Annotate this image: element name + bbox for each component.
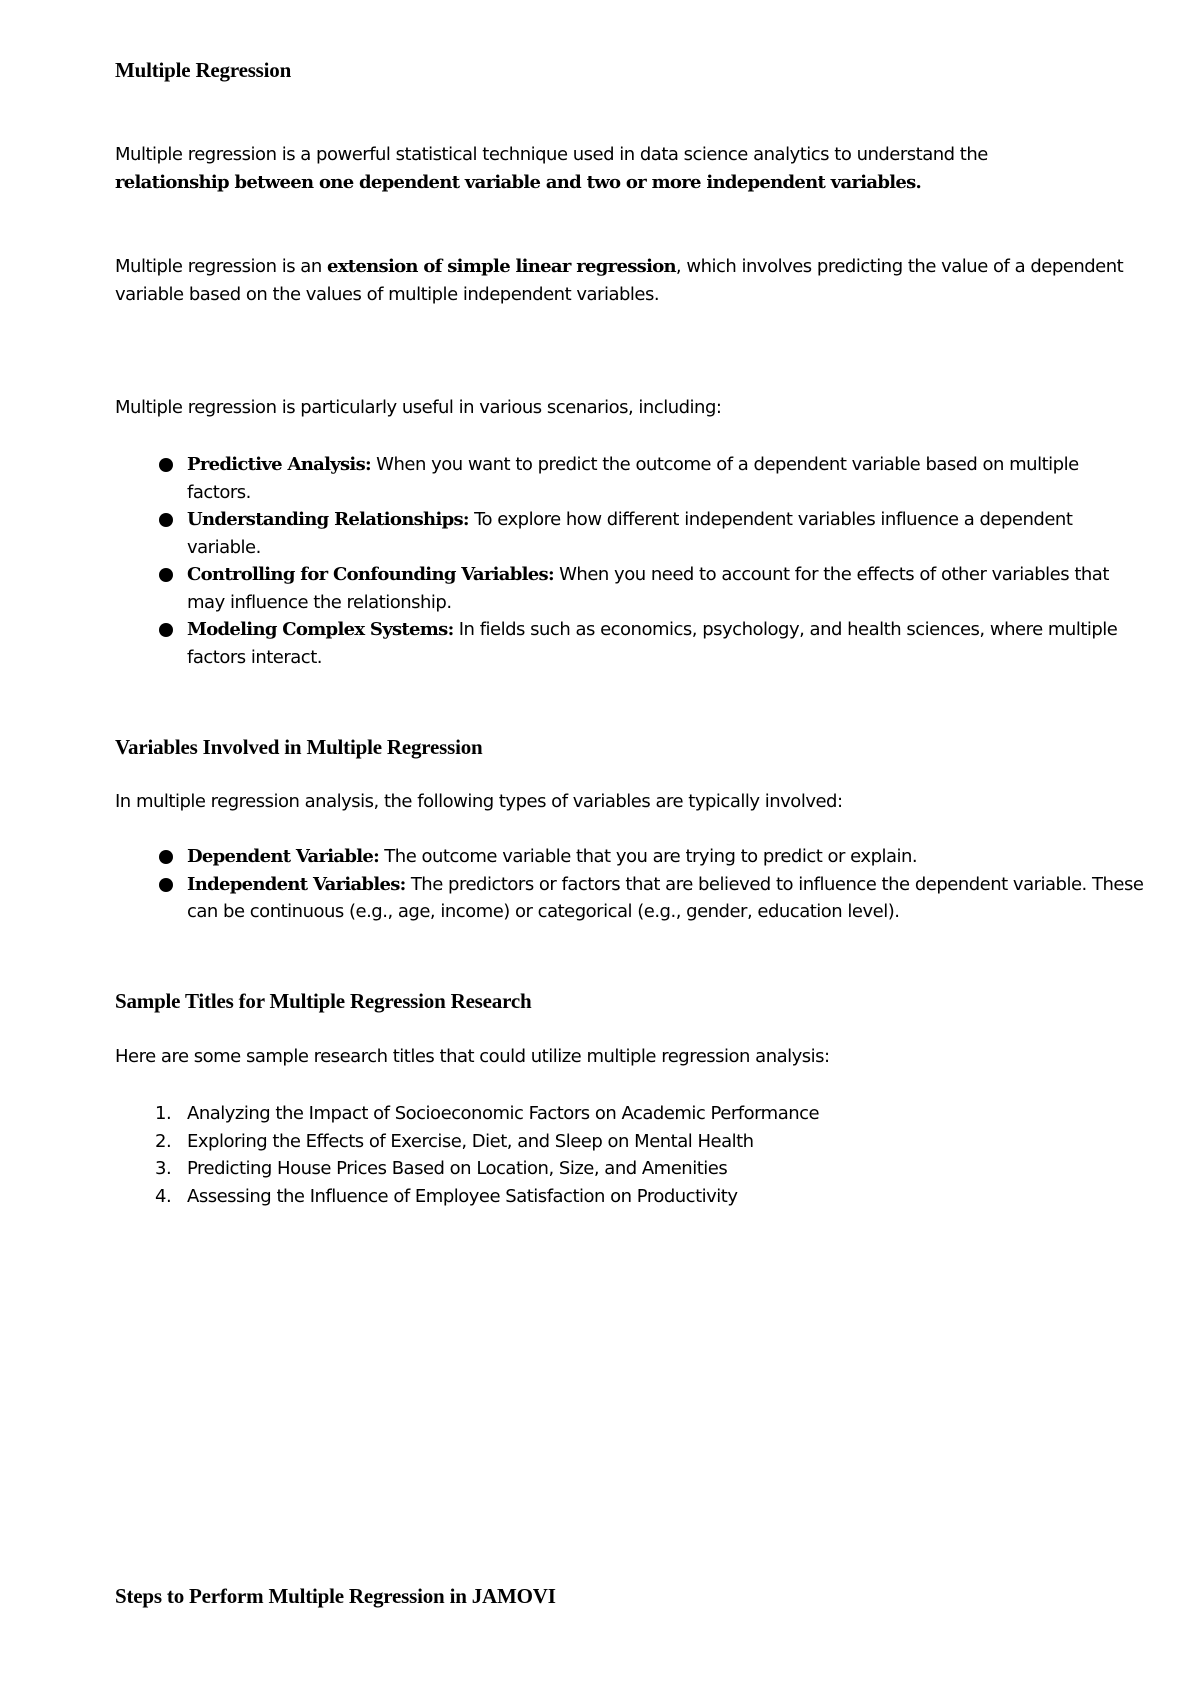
intro-paragraph-2-bold: extension of simple linear regression [326, 256, 676, 277]
titles-list [115, 1100, 1155, 1210]
list-item-desc: To explore how different independent variables influence a dependent variable. [187, 509, 1073, 558]
list-item [115, 451, 1125, 506]
bullet-icon [159, 850, 173, 864]
page-title: Multiple Regression [115, 58, 292, 82]
list-item-desc: The outcome variable that you are trying to predict or explain. [379, 846, 918, 867]
list-item [115, 871, 1155, 926]
list-item-desc: The predictors or factors that are believed to influence the dependent variable. These can be continuous (e.g., age, income) or categorical (e.g., gender, education level). [187, 873, 1144, 922]
list-item-term: Understanding Relationships: [187, 509, 469, 530]
list-item-text: Analyzing the Impact of Socioeconomic Factors on Academic Performance [187, 1103, 820, 1124]
list-item-number: 1. [155, 1103, 172, 1124]
list-item-desc: In fields such as economics, psychology, and health sciences, where multiple factors interact. [187, 619, 1118, 668]
list-item-term: Predictive Analysis: [187, 454, 371, 475]
list-item-number: 4. [155, 1185, 172, 1207]
list-item-text: Assessing the Influence of Employee Satisfaction on Productivity [187, 1185, 738, 1207]
list-item [115, 1128, 1155, 1156]
list-item-term: Dependent Variable: [187, 846, 380, 867]
list-item-desc: When you need to account for the effects of other variables that may influence the relationship. [187, 564, 1109, 613]
variables-heading: Variables Involved in Multiple Regression [115, 735, 483, 759]
list-item-text: Exploring the Effects of Exercise, Diet, and Sleep on Mental Health [187, 1130, 754, 1152]
list-item-number: 3. [155, 1158, 172, 1179]
intro-paragraph-1-bold: relationship between one dependent variable and two or more independent variables. [115, 172, 922, 193]
list-item-text: Predicting House Prices Based on Location, Size, and Amenities [187, 1158, 728, 1179]
intro-paragraph-2-post: , which involves predicting the value of a dependent variable based on the values of multiple independent variables. [115, 256, 1124, 305]
list-item [115, 616, 1125, 671]
steps-heading: Steps to Perform Multiple Regression in JAMOVI [115, 1584, 556, 1608]
list-item [115, 1183, 1155, 1211]
list-item-term: Controlling for Confounding Variables: [187, 564, 554, 585]
variables-list [115, 843, 1155, 926]
bullet-icon [159, 568, 173, 582]
titles-heading: Sample Titles for Multiple Regression Research [115, 989, 532, 1013]
list-item [115, 561, 1125, 616]
titles-intro: Here are some sample research titles that could utilize multiple regression analysis: [115, 1046, 830, 1067]
list-item-number: 2. [155, 1130, 172, 1152]
list-item [115, 506, 1125, 561]
bullet-icon [159, 513, 173, 527]
uses-list [115, 451, 1125, 671]
list-item-term: Modeling Complex Systems: [187, 619, 454, 640]
bullet-icon [159, 878, 173, 892]
variables-intro: In multiple regression analysis, the following types of variables are typically involved: [115, 791, 843, 812]
intro-paragraph-1-text: Multiple regression is a powerful statistical technique used in data science analytics to understand the [115, 144, 988, 165]
bullet-icon [159, 623, 173, 637]
list-item-term: Independent Variables: [187, 873, 406, 895]
list-item [115, 843, 1155, 871]
list-item [115, 1155, 1155, 1183]
intro-paragraph-1 [115, 141, 1155, 197]
list-item [115, 1100, 1155, 1128]
bullet-icon [159, 458, 173, 472]
intro-paragraph-2-pre: Multiple regression is an [115, 256, 327, 277]
intro-paragraph-2 [115, 253, 1155, 309]
intro-paragraph-3: Multiple regression is particularly useful in various scenarios, including: [115, 397, 722, 418]
list-item-desc: When you want to predict the outcome of a dependent variable based on multiple factors. [187, 454, 1079, 503]
